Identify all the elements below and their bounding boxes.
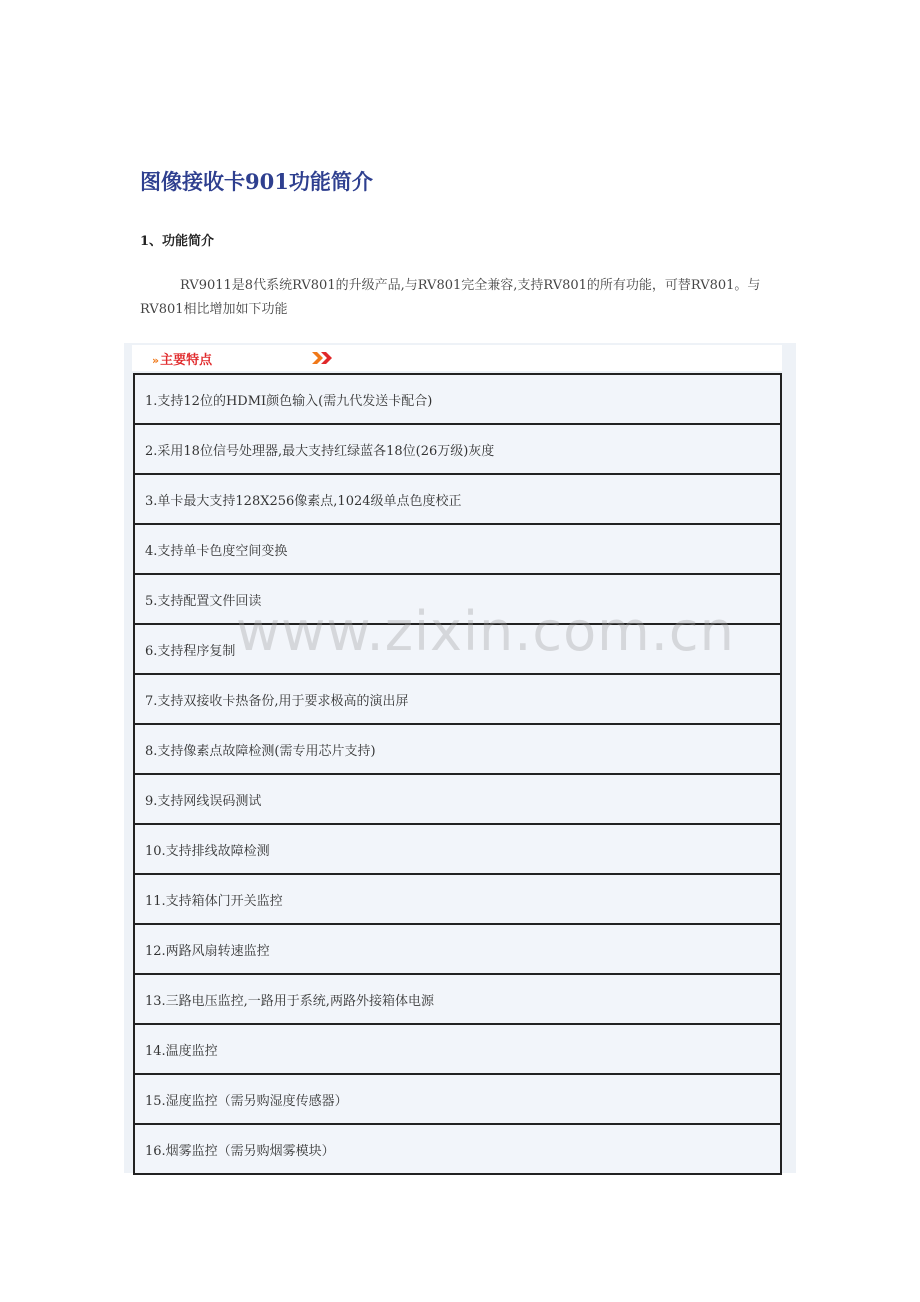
feature-item: 5.支持配置文件回读 — [135, 575, 780, 625]
double-chevron-right-icon — [312, 351, 334, 365]
feature-item: 8.支持像素点故障检测(需专用芯片支持) — [135, 725, 780, 775]
page-title: 图像接收卡901功能简介 — [140, 169, 373, 194]
feature-item: 2.采用18位信号处理器,最大支持红绿蓝各18位(26万级)灰度 — [135, 425, 780, 475]
feature-item: 12.两路风扇转速监控 — [135, 925, 780, 975]
feature-item: 6.支持程序复制 — [135, 625, 780, 675]
features-panel-title: 主要特点 — [160, 353, 213, 368]
watermark: www.zixin.com.cn — [236, 600, 735, 663]
intro-paragraph: RV9011是8代系统RV801的升级产品,与RV801完全兼容,支持RV801的所有功能，可替RV801。与RV801相比增加如下功能 — [140, 278, 761, 317]
feature-list — [133, 373, 782, 1175]
feature-item: 1.支持12位的HDMI颜色输入(需九代发送卡配合) — [135, 375, 780, 425]
features-panel-header — [132, 345, 782, 371]
feature-item: 10.支持排线故障检测 — [135, 825, 780, 875]
feature-item: 16.烟雾监控（需另购烟雾模块） — [145, 1143, 335, 1159]
feature-item: 14.温度监控 — [135, 1025, 780, 1075]
feature-item: 15.湿度监控（需另购湿度传感器） — [135, 1075, 780, 1125]
feature-item: 3.单卡最大支持128X256像素点,1024级单点色度校正 — [135, 475, 780, 525]
feature-item: 7.支持双接收卡热备份,用于要求极高的演出屏 — [135, 675, 780, 725]
section-heading: 1、功能简介 — [140, 234, 215, 249]
feature-item: 11.支持箱体门开关监控 — [135, 875, 780, 925]
feature-item: 9.支持网线误码测试 — [135, 775, 780, 825]
feature-item: 4.支持单卡色度空间变换 — [135, 525, 780, 575]
feature-item: 13.三路电压监控,一路用于系统,两路外接箱体电源 — [135, 975, 780, 1025]
header-marks: ›› — [152, 354, 158, 367]
features-panel — [124, 343, 796, 1173]
